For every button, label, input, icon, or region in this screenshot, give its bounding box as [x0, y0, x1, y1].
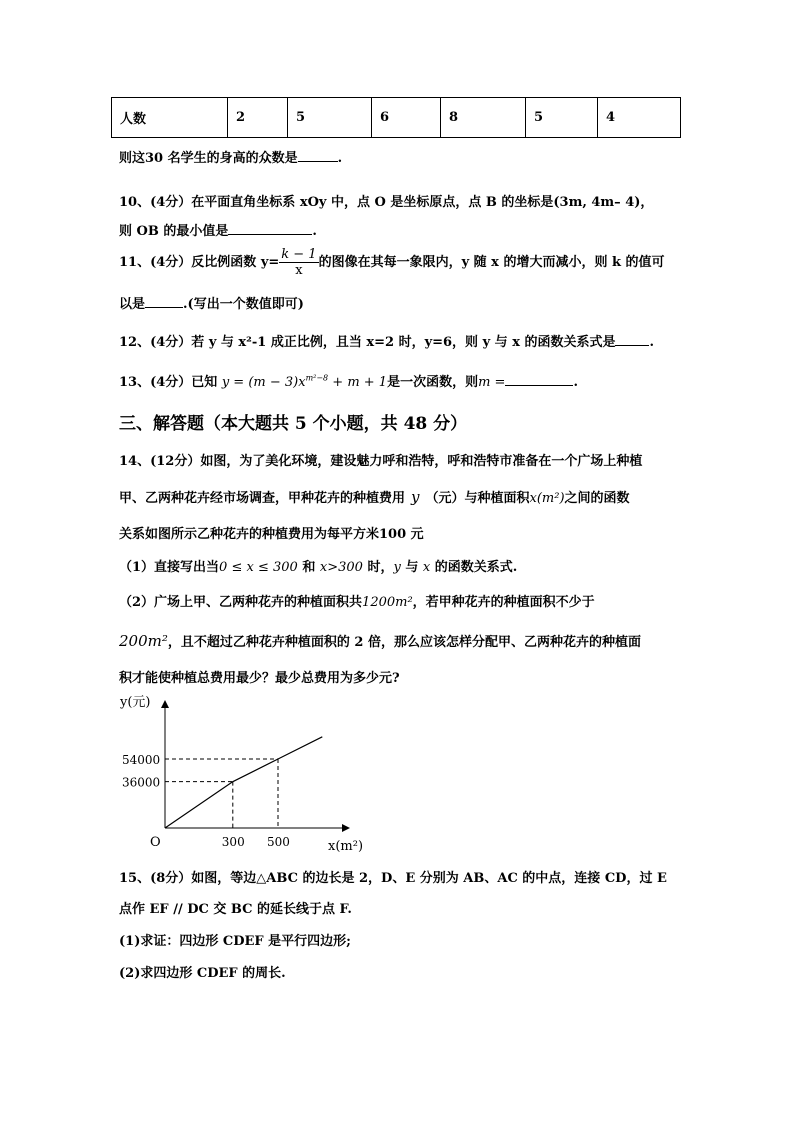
question-15-item2: (2)求四边形 CDEF 的周长. [119, 966, 286, 981]
y-axis-label: y(元) [120, 695, 151, 710]
question-14-line1: 14、(12分）如图，为了美化环境，建设魅力呼和浩特，呼和浩特市准备在一个广场上种植 [119, 454, 643, 469]
question-13: 13、(4分）已知 $y = (m - 3)x^{m^2-8} + m + 1$是一次函数，则m = . [119, 373, 578, 390]
question-15-item1: (1)求证：四边形 CDEF 是平行四边形; [119, 934, 351, 949]
table-cell: 4 [598, 98, 681, 138]
x-tick-label: 300 [221, 835, 245, 849]
height-count-table [111, 97, 681, 138]
question-12: 12、(4分）若 y 与 x²-1 成正比例，且当 x=2 时，y=6，则 y 与 x 的函数关系式是 . [119, 335, 655, 350]
question-14-part2-line2: 200m²，且不超过乙种花卉种植面积的 2 倍，那么应该怎样分配甲、乙两种花卉的种植面 [119, 632, 641, 650]
question-15-line2: 点作 EF // DC 交 BC 的延长线于点 F. [119, 902, 352, 917]
question-14-part1: （1）直接写出当0 ≤ x ≤ 300 和 x>300 时，y 与 x 的函数关系式. [119, 560, 518, 575]
x-tick-label: 500 [267, 835, 290, 849]
y-tick-label: 54000 [122, 753, 161, 767]
question-14-part2-line1: （2）广场上甲、乙两种花卉的种植面积共1200m²，若甲种花卉的种植面积不少于 [119, 595, 595, 610]
question-14-line2: 甲、乙两种花卉经市场调查，甲种花卉的种植费用 y （元）与种植面积x(m²)之间的函数 [119, 488, 630, 506]
question-15-line1: 15、(8分）如图，等边△ABC 的边长是 2，D、E 分别为 AB、AC 的中点，连接 CD，过 E [119, 871, 667, 886]
question-10-line1: 10、(4分）在平面直角坐标系 xOy 中，点 O 是坐标原点，点 B 的坐标是(3m, 4m– 4)， [119, 195, 654, 210]
question-14-part2-line3: 积才能使种植总费用最少？最少总费用为多少元? [119, 671, 400, 686]
answer-blank [615, 344, 649, 346]
answer-blank [505, 384, 573, 386]
table-cell: 5 [526, 98, 598, 138]
origin-label: O [150, 835, 161, 850]
table-cell: 6 [372, 98, 441, 138]
table-row-label: 人数 [112, 98, 228, 138]
fraction: $\frac{k - 1}{x}$ [281, 247, 317, 278]
table-cell: 8 [441, 98, 526, 138]
formula: $y = (m - 3)x^{m^2-8} + m + 1$ [221, 373, 388, 390]
answer-blank [145, 306, 183, 308]
cost-function-line [165, 737, 322, 828]
question-11-line2: 以是 .(写出一个数值即可) [119, 297, 304, 312]
cost-area-graph [110, 690, 370, 855]
x-axis-arrow [342, 824, 350, 832]
x-axis-label: x(m²) [328, 839, 364, 854]
section-title: 三、解答题（本大题共 5 个小题，共 48 分） [119, 414, 468, 434]
y-axis-arrow [161, 700, 169, 708]
question-9-tail: 则这30 名学生的身高的众数是 . [119, 151, 343, 166]
question-14-line3: 关系如图所示乙种花卉的种植费用为每平方米100 元 [119, 527, 424, 542]
y-tick-label: 36000 [122, 775, 161, 790]
table-cell: 5 [288, 98, 372, 138]
question-10-line2: 则 OB 的最小值是 . [119, 224, 317, 239]
answer-blank [228, 233, 312, 235]
answer-blank [298, 160, 338, 162]
question-11-line1: 11、(4分）反比例函数 y= $\frac{k - 1}{x}$ 的图像在其每一象限内，y 随 x 的增大而减小，则 k 的值可 [119, 247, 665, 278]
table-cell: 2 [228, 98, 288, 138]
table-row [112, 98, 681, 138]
